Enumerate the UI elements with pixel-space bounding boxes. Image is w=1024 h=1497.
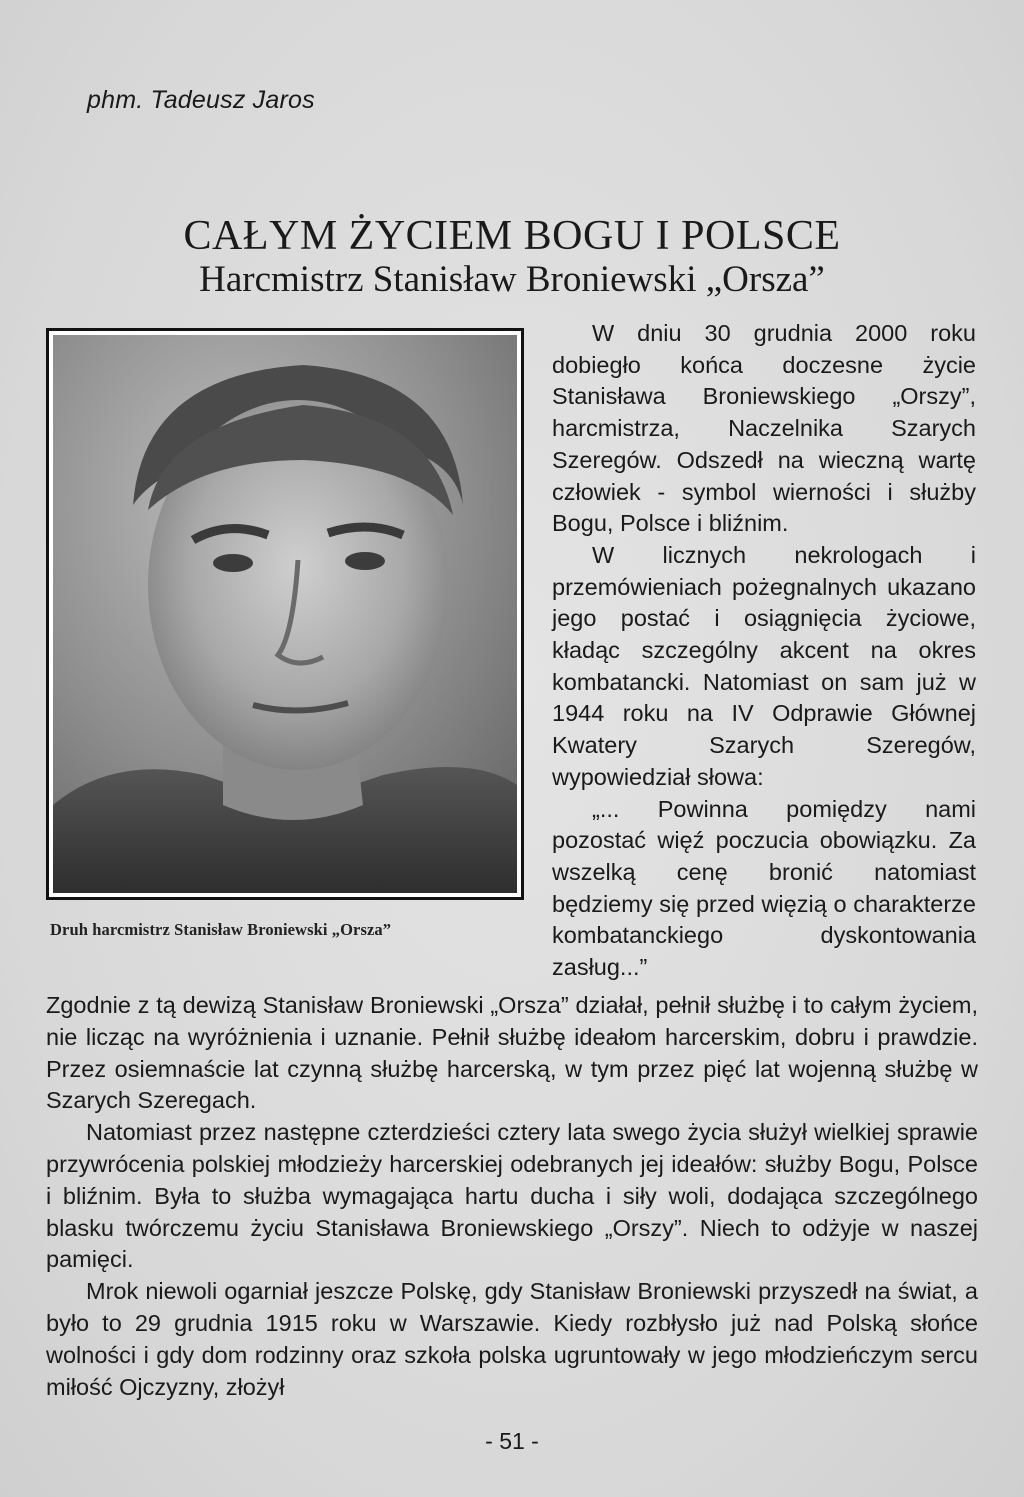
author-line: phm. Tadeusz Jaros: [87, 86, 315, 114]
paragraph: Mrok niewoli ogarniał jeszcze Polskę, gdy Stanisław Broniewski przyszedł na świat, a było to 29 grudnia 1915 roku w Warszawie. Kiedy rozbłysło już nad Polską słońce wolności i gdy dom rodzinny oraz szkoła polska ugruntowały w jego młodzieńczym sercu miłość Ojczyzny, złożył: [46, 1278, 978, 1400]
right-column-text: [552, 318, 976, 984]
paragraph: W dniu 30 grudnia 2000 roku dobiegło końca doczesne życie Stanisława Broniewskiego „Orszy”, harcmistrza, Naczelnika Szarych Szeregów. Odszedł na wieczną wartę człowiek - symbol wierności i służby Bogu, Polsce i bliźnim.: [552, 320, 976, 537]
page-number: - 51 -: [485, 1428, 539, 1454]
full-width-text: [46, 990, 978, 1403]
article-subtitle: Harcmistrz Stanisław Broniewski „Orsza”: [199, 259, 825, 300]
quote-paragraph: „... Powinna pomiędzy nami pozostać więź poczucia obowiązku. Za wszelką cenę bronić natomiast będziemy się przed więzią o charakterze kombatanckiego dyskontowania zasług...”: [552, 795, 976, 981]
photo-caption: Druh harcmistrz Stanisław Broniewski „Orsza”: [50, 920, 392, 939]
paragraph: Zgodnie z tą dewizą Stanisław Broniewski „Orsza” działał, pełnił służbę i to całym życiem, nie licząc na wyróżnienia i uznanie. Pełnił służbę ideałom harcerskim, dobru i prawdzie. Przez osiemnaście lat czynną służbę harcerską, w tym przez pięć lat wojenną służbę w Szarych Szeregach.: [46, 992, 978, 1114]
paragraph: W licznych nekrologach i przemówieniach pożegnalnych ukazano jego postać i osiągnięcia życiowe, kładąc szczególny akcent na okres kombatancki. Natomiast on sam już w 1944 roku na IV Odprawie Głównej Kwatery Szarych Szeregów, wypowiedział słowa:: [552, 541, 976, 790]
paragraph: Natomiast przez następne czterdzieści cztery lata swego życia służył wielkiej sprawie przywrócenia polskiej młodzieży harcerskiej odebranych jej ideałów: służby Bogu, Polsce i bliźnim. Była to służba wymagająca hartu ducha i siły woli, dodająca szczególnego blasku twórczemu życiu Stanisława Broniewskiego „Orszy”. Niech to odżyje w naszej pamięci.: [46, 1119, 978, 1273]
portrait-photo: [46, 328, 524, 900]
article-title: CAŁYM ŻYCIEM BOGU I POLSCE: [183, 213, 841, 259]
portrait-image: [53, 335, 517, 893]
